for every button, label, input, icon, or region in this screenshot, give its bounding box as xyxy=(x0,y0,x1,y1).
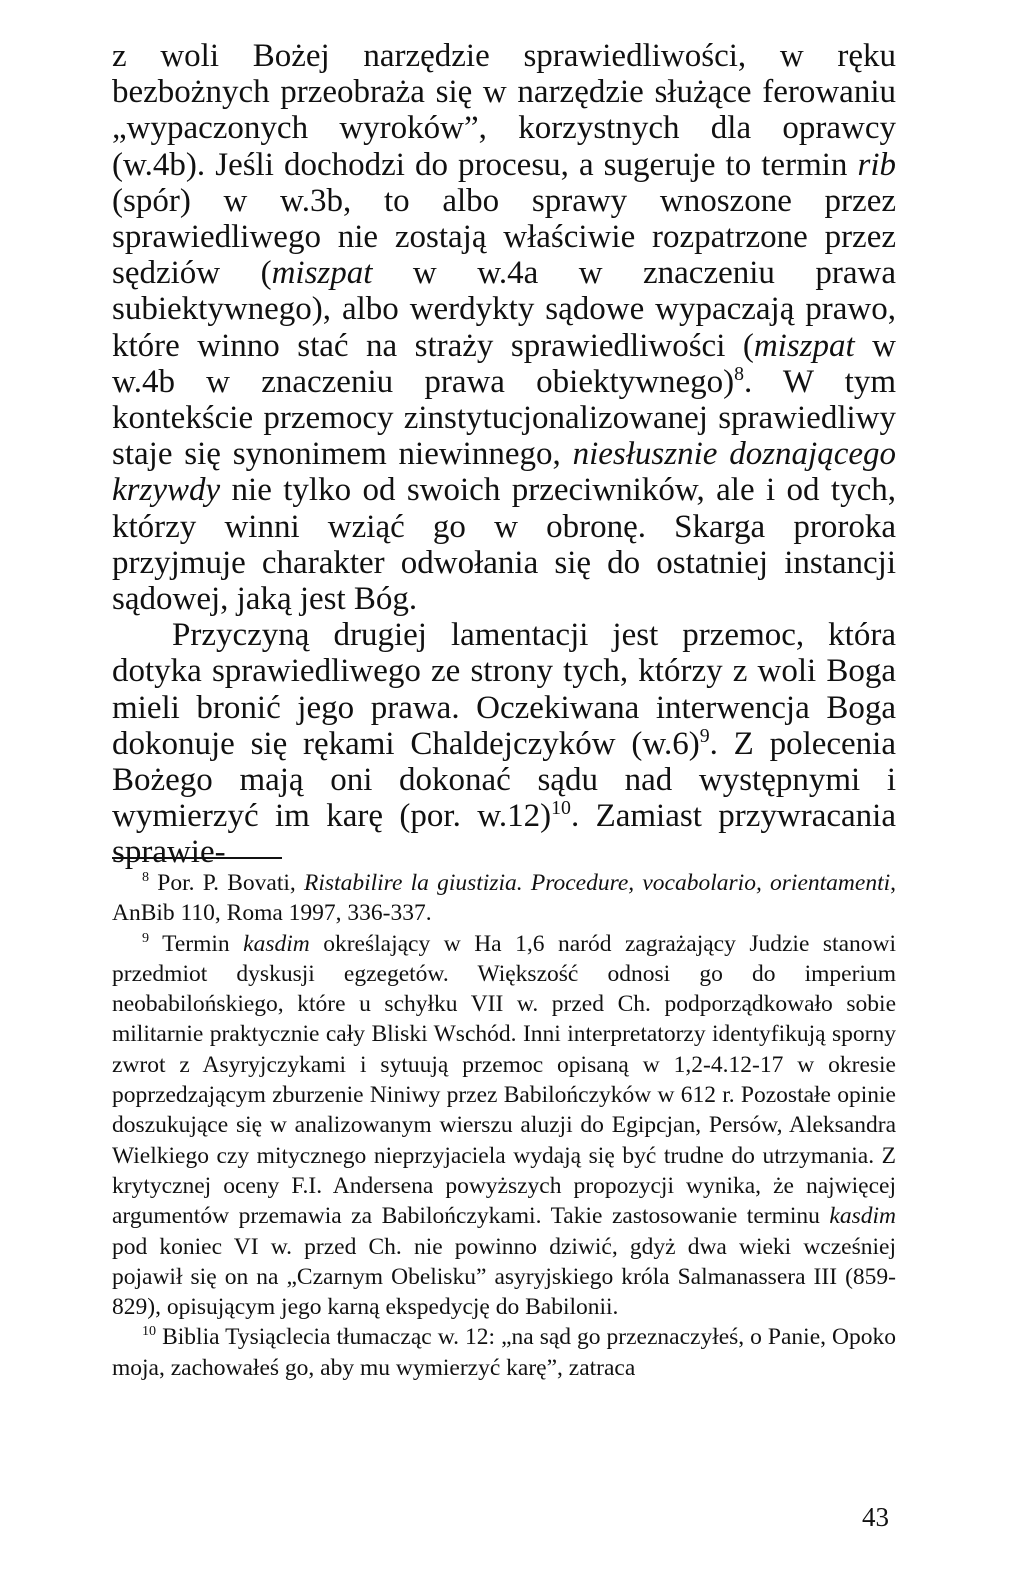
italic-term: miszpat xyxy=(753,327,855,364)
text-run: . Z polecenia Bożego mają oni dokonać sądu nad występnymi i wymierzyć im karę (por. w.12) xyxy=(112,725,896,835)
text-run: Termin xyxy=(149,930,244,957)
italic-term: kasdim xyxy=(829,1203,896,1230)
paragraph-1 xyxy=(112,38,896,617)
text-run: pod koniec VI w. przed Ch. nie powinno dziwić, gdyż dwa wieki wcześniej pojawił się on na „Czarnym Obelisku” asyryjskiego króla Salmanassera III (859-829), opisującym jego karną ekspedycję do Babilonii. xyxy=(112,1233,896,1321)
text-run: nie tylko od swoich przeciwników, ale i od tych, którzy winni wziąć go w obronę. Skarga proroka przyjmuje charakter odwołania się do ostatniej instancji sądowej, jaką jest Bóg. xyxy=(112,472,896,618)
footnote-8 xyxy=(112,868,896,929)
italic-term: kasdim xyxy=(243,930,310,957)
text-run: . Zamiast przywracania sprawie- xyxy=(112,798,896,871)
text-run: Biblia Tysiąclecia tłumacząc w. 12: „na sąd go przeznaczyłeś, o Panie, Opoko moja, zachowałeś go, aby mu wymierzyć karę”, zatraca xyxy=(112,1324,896,1381)
footnote-10 xyxy=(112,1322,896,1383)
text-run: określający w Ha 1,6 naród zagrażający Judzie stanowi przedmiot dyskusji egzegetów. Większość odnosi go do imperium neobabilońskiego, które u schyłku VII w. przed Ch. podporządkowało sobie militarnie praktycznie cały Bliski Wschód. Inni interpretatorzy identyfikują sporny zwrot z Asyryjczykami i sytuują przemoc opisaną w 1,2-4.12-17 w okresie poprzedzającym zburzenie Niniwy przez Babilończyków w 612 r. Pozostałe opinie doszukujące się w analizowanym wierszu aluzji do Egipcjan, Persów, Aleksandra Wielkiego czy mitycznego nieprzyjaciela wydają się być trudne do utrzymania. Z krytycznej oceny F.I. Andersena powyższych propozycji wynika, że najwięcej argumentów przemawia za Babilończykami. Takie zastosowanie terminu xyxy=(112,930,896,1230)
text-run: Przyczyną drugiej lamentacji jest przemoc, która dotyka sprawiedliwego ze strony tych, którzy z woli Boga mieli bronić jego prawa. Oczekiwana interwencja Boga dokonuje się rękami Chaldejczyków (w.6) xyxy=(112,617,896,762)
text-run: w w.4b w znaczeniu prawa obiektywnego) xyxy=(112,327,896,400)
italic-term: rib xyxy=(857,146,896,183)
paragraph-2 xyxy=(112,617,896,870)
footnote-ref[interactable]: 9 xyxy=(699,724,710,747)
text-run: w w.4a w znaczeniu prawa subiektywnego), albo werdykty sądowe wypaczają prawo, które winno stać na straży sprawiedliwości ( xyxy=(112,255,896,364)
text-run: , AnBib 110, Roma 1997, 336-337. xyxy=(112,870,897,927)
footnote-9 xyxy=(112,929,896,1323)
page-number: 43 xyxy=(862,1502,889,1532)
footnote-number: 10 xyxy=(142,1323,157,1340)
footnotes xyxy=(112,868,896,1383)
main-text xyxy=(112,38,896,871)
footnote-ref[interactable]: 10 xyxy=(551,797,571,820)
footnote-ref[interactable]: 8 xyxy=(734,362,745,385)
footnote-number: 9 xyxy=(142,929,150,946)
footnote-separator xyxy=(112,857,282,859)
text-run: . W tym kontekście przemocy zinstytucjonalizowanej sprawiedliwy staje się synonimem niewinnego, xyxy=(112,363,896,473)
footnote-number: 8 xyxy=(142,869,150,886)
text-run: (spór) w w.3b, to albo sprawy wnoszone przez sprawiedliwego nie zostają właściwie rozpatrzone przez sędziów ( xyxy=(112,182,896,292)
italic-title: Ristabilire la giustizia. Procedure, vocabolario, orientamenti xyxy=(304,870,891,896)
text-run: z woli Bożej narzędzie sprawiedliwości, w ręku bezbożnych przeobraża się w narzędzie służące ferowaniu „wypaczonych wyroków”, korzystnych dla oprawcy (w.4b). Jeśli dochodzi do procesu, a sugeruje to termin xyxy=(112,38,896,183)
italic-phrase: niesłusznie doznającego krzywdy xyxy=(112,436,896,509)
italic-term: miszpat xyxy=(271,255,373,292)
text-run: Por. P. Bovati, xyxy=(149,870,305,896)
